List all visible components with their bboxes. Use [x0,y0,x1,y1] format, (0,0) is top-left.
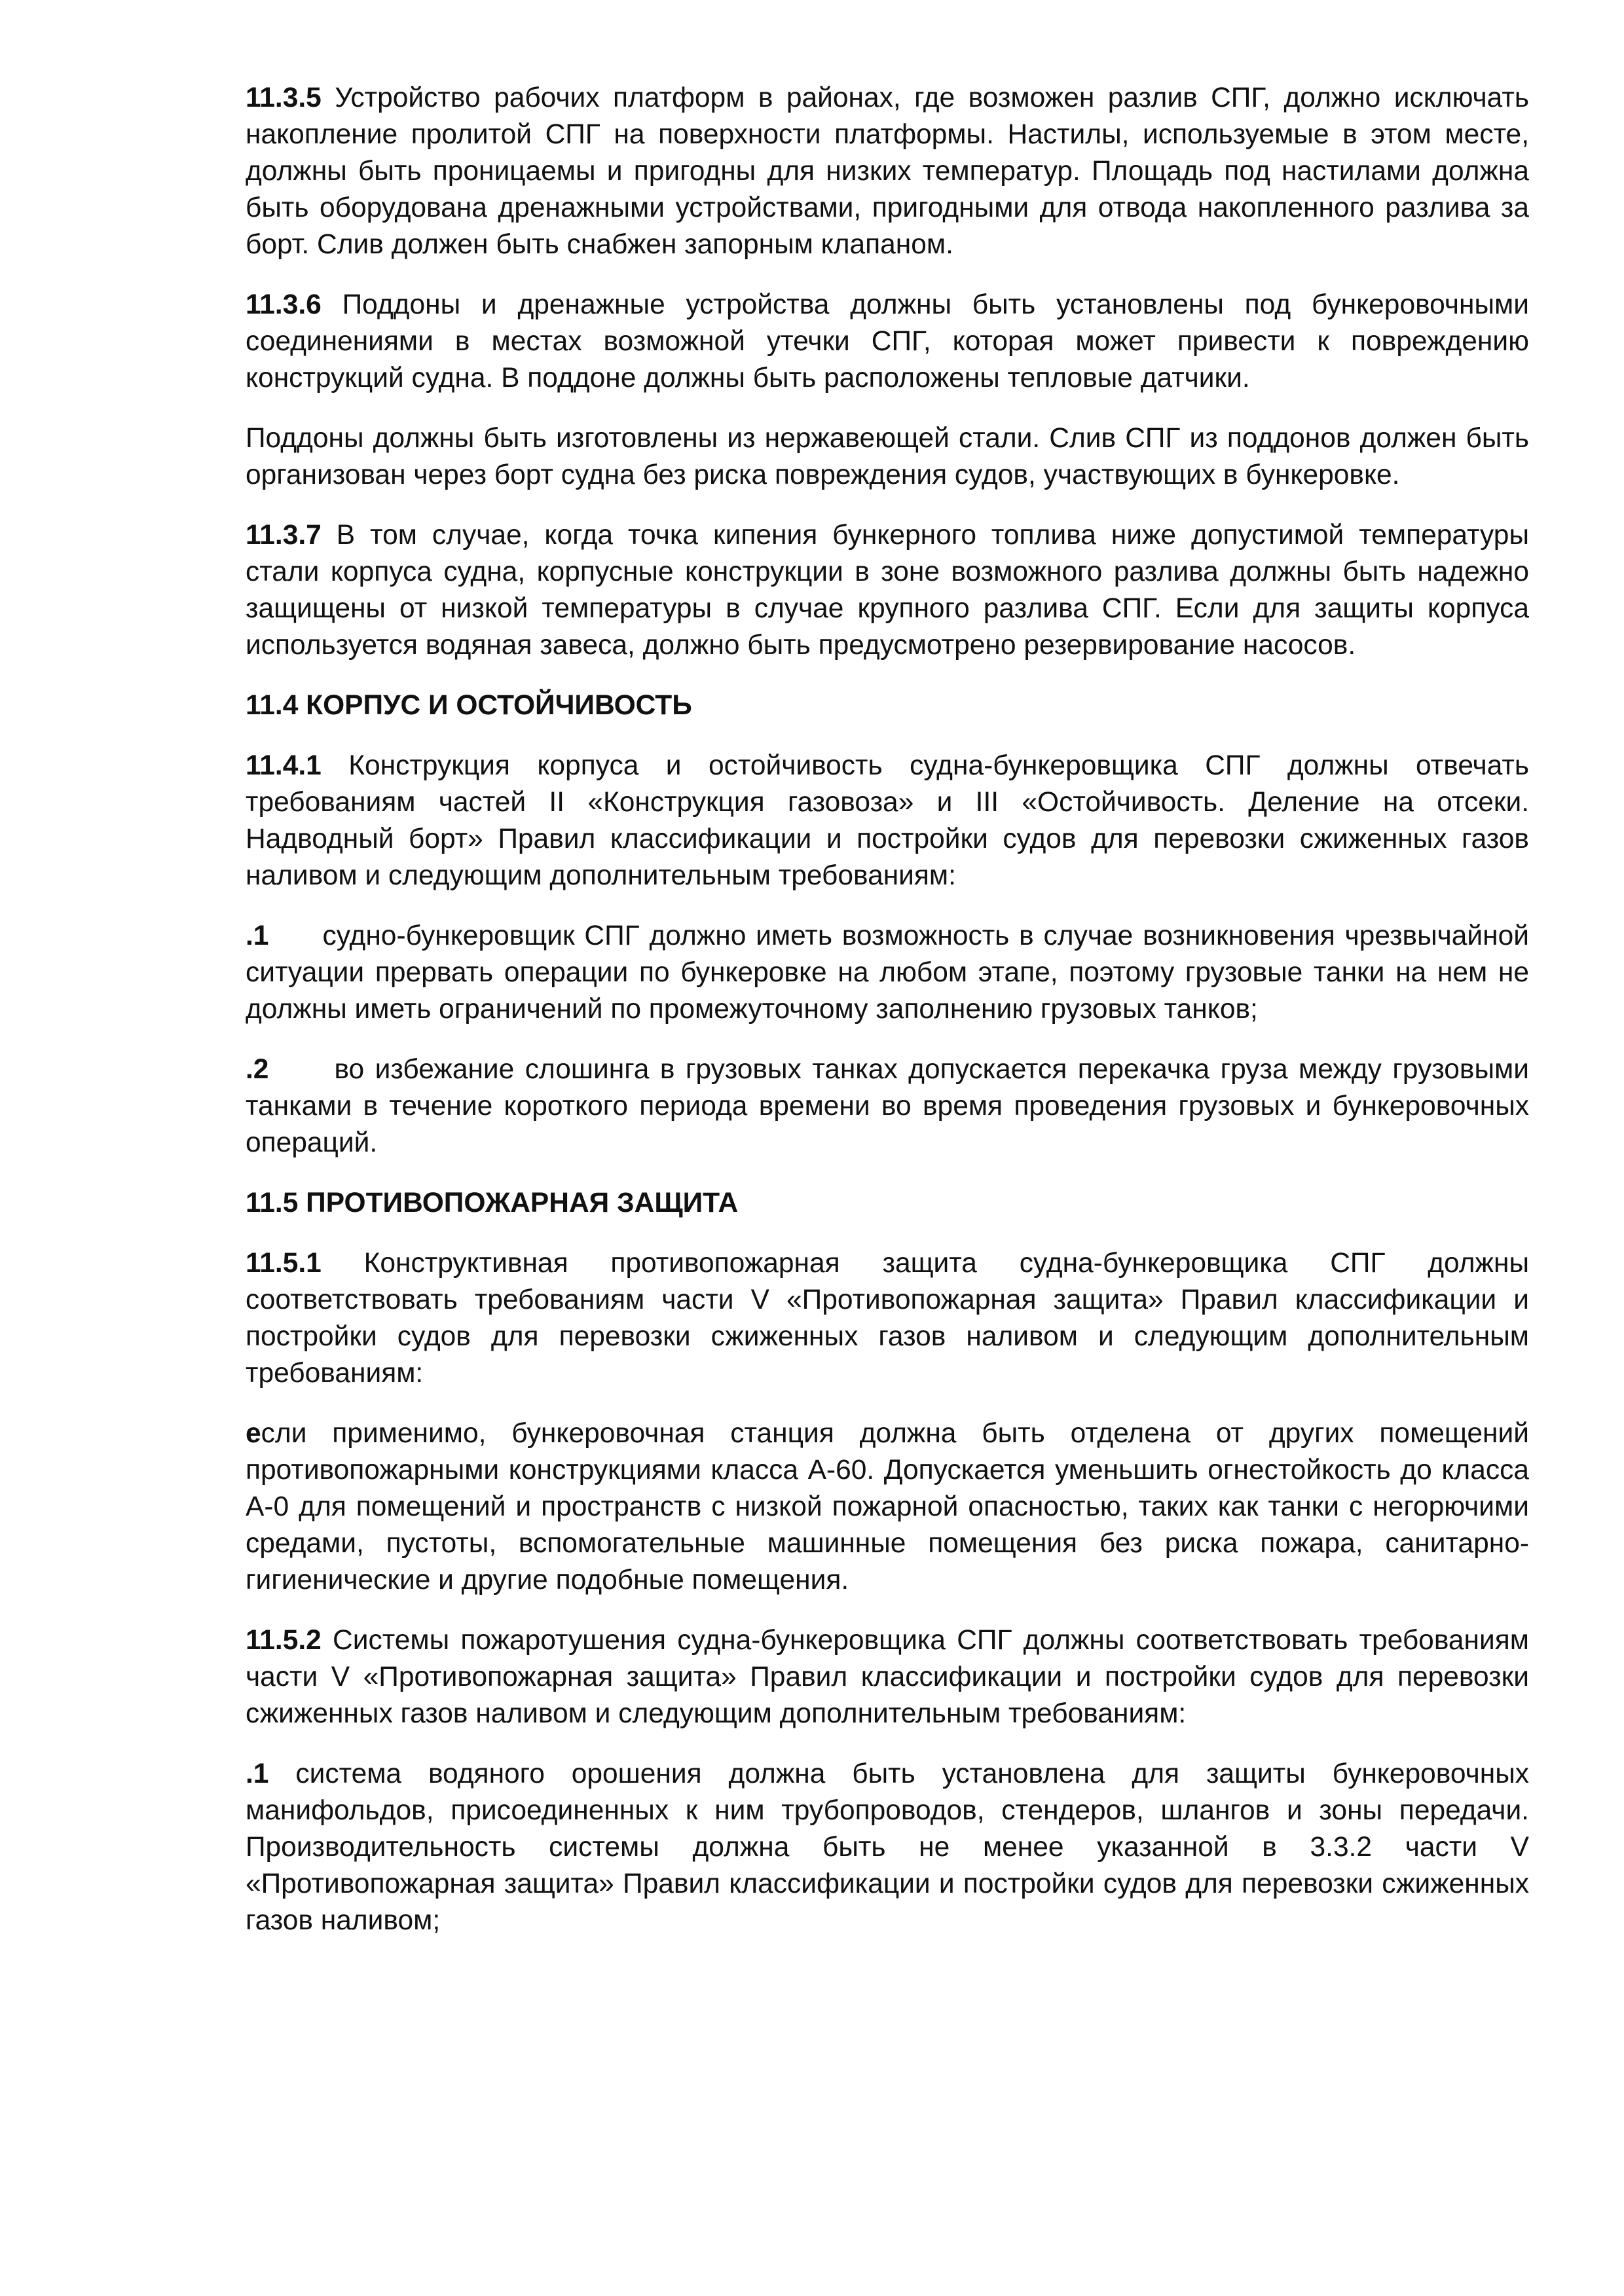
clause-number: 11.5.1 [246,1248,322,1279]
list-item-text: судно-бункеровщик СПГ должно иметь возможность в случае возникновения чрезвычайной ситуации прервать операции по бункеровке на любом этапе, поэтому грузовые танки на нем не должны иметь ограничений по промежуточному заполнению грузовых танков; [246,920,1529,1025]
paragraph-11-3-6 [246,287,1529,397]
document-page [246,80,1529,1963]
paragraph-11-5-1-continued [246,1415,1529,1599]
list-item-number: .2 [246,1054,269,1085]
list-item-text: во избежание слошинга в грузовых танках допускается перекачка груза между грузовыми танками в течение короткого периода времени во время проведения грузовых и бункеровочных операций. [246,1054,1529,1158]
paragraph-11-3-7 [246,517,1529,664]
list-item-2 [246,1051,1529,1161]
list-item-text: система водяного орошения должна быть установлена для защиты бункеровочных манифольдов, присоединенных к ним трубопроводов, стендеров, шлангов и зоны передачи. Производительность системы должна быть не менее указанной в 3.3.2 части V «Противопожарная защита» Правил классификации и постройки судов для перевозки сжиженных газов наливом; [246,1758,1529,1936]
paragraph-text: сли применимо, бункеровочная станция должна быть отделена от других помещений противопожарными конструкциями класса А-60. Допускается уменьшить огнестойкость до класса А-0 для помещений и пространств с низкой пожарной опасностью, таких как танки с негорючими средами, пустоты, вспомогательные машинные помещения без риска пожара, санитарно-гигиенические и другие подобные помещения. [246,1418,1529,1595]
clause-number: 11.4.1 [246,750,322,781]
paragraph-text: Устройство рабочих платформ в районах, где возможен разлив СПГ, должно исключать накопление пролитой СПГ на поверхности платформы. Настилы, используемые в этом месте, должны быть проницаемы и пригодны для низких температур. Площадь под настилами должна быть оборудована дренажными устройствами, пригодными для отвода накопленного разлива за борт. Слив должен быть снабжен запорным клапаном. [246,82,1529,260]
list-item-number: .1 [246,1758,269,1789]
clause-number: 11.5.2 [246,1625,322,1656]
list-item-1 [246,918,1529,1028]
list-item-number: .1 [246,920,269,951]
bold-initial-letter: е [246,1418,261,1449]
paragraph-text: Поддоны должны быть изготовлены из нержавеющей стали. Слив СПГ из поддонов должен быть организован через борт судна без риска повреждения судов, участвующих в бункеровке. [246,423,1529,490]
paragraph-text: Системы пожаротушения судна-бункеровщика СПГ должны соответствовать требованиям части V «Противопожарная защита» Правил классификации и постройки судов для перевозки сжиженных газов наливом и следующим дополнительным требованиям: [246,1625,1529,1729]
paragraph-text: В том случае, когда точка кипения бункерного топлива ниже допустимой температуры стали корпуса судна, корпусные конструкции в зоне возможного разлива должны быть надежно защищены от низкой температуры в случае крупного разлива СПГ. Если для защиты корпуса используется водяная завеса, должно быть предусмотрено резервирование насосов. [246,520,1529,661]
paragraph-11-5-1 [246,1245,1529,1392]
paragraph-text: Конструкция корпуса и остойчивость судна-бункеровщика СПГ должны отвечать требованиям частей II «Конструкция газовоза» и III «Остойчивость. Деление на отсеки. Надводный борт» Правил классификации и постройки судов для перевозки сжиженных газов наливом и следующим дополнительным требованиям: [246,750,1529,891]
paragraph-text: Поддоны и дренажные устройства должны быть установлены под бункеровочными соединениями в местах возможной утечки СПГ, которая может привести к повреждению конструкций судна. В поддоне должны быть расположены тепловые датчики. [246,289,1529,393]
section-heading-11-4: 11.4 КОРПУС И ОСТОЙЧИВОСТЬ [246,690,692,721]
paragraph-11-3-6-continued [246,420,1529,494]
section-heading-11-5: 11.5 ПРОТИВОПОЖАРНАЯ ЗАЩИТА [246,1188,739,1218]
paragraph-11-3-5 [246,80,1529,263]
list-item-3 [246,1756,1529,1939]
clause-number: 11.3.6 [246,289,322,320]
paragraph-11-4-1 [246,748,1529,894]
paragraph-text: Конструктивная противопожарная защита судна-бункеровщика СПГ должны соответствовать требованиям части V «Противопожарная защита» Правил классификации и постройки судов для перевозки сжиженных газов наливом и следующим дополнительным требованиям: [246,1248,1529,1389]
clause-number: 11.3.7 [246,520,322,551]
paragraph-11-5-2 [246,1622,1529,1732]
clause-number: 11.3.5 [246,82,322,113]
